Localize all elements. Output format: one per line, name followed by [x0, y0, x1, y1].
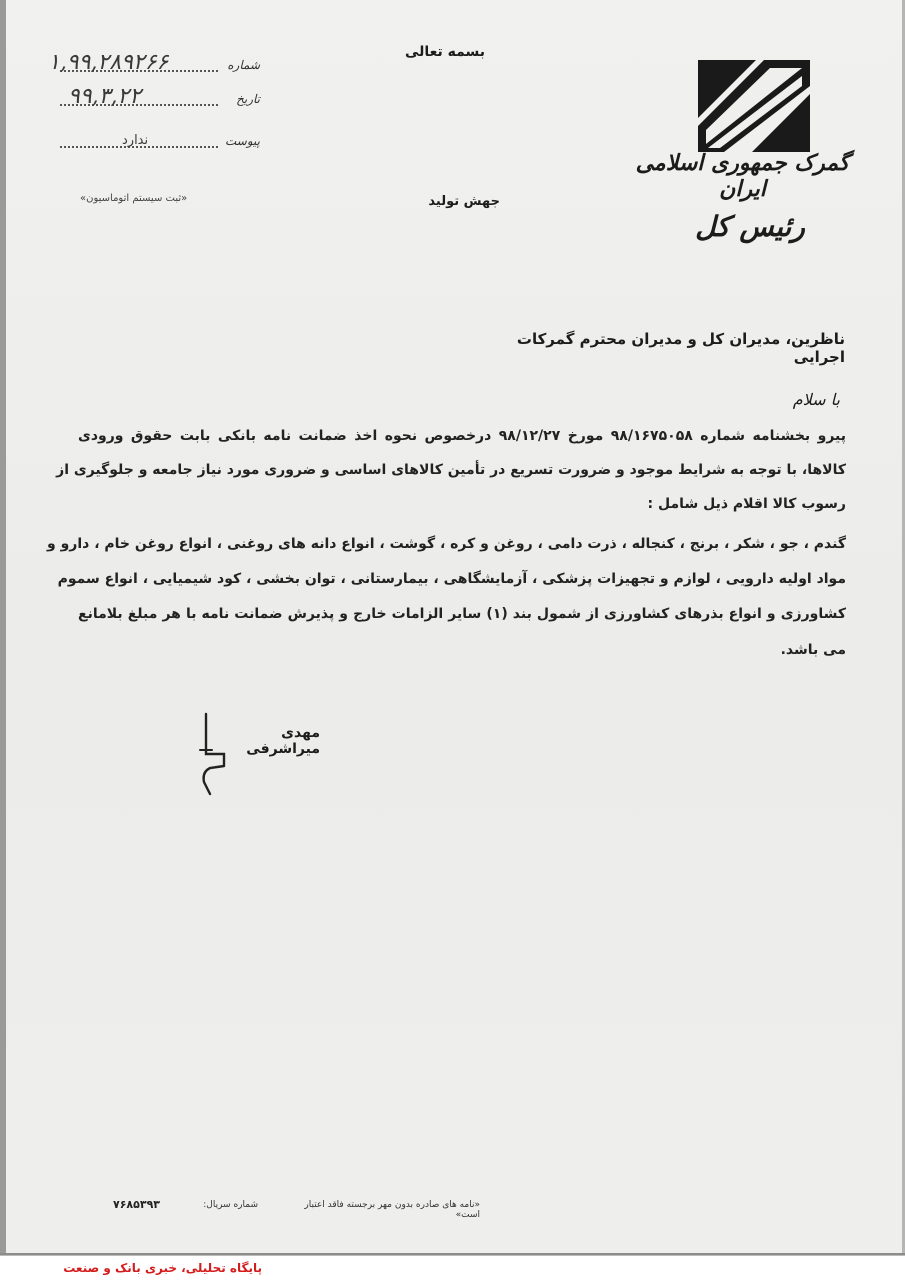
letter-number-row — [40, 52, 260, 82]
customs-logo-icon — [698, 60, 810, 152]
letter-attachment-row — [40, 128, 260, 158]
attachment-label: پیوست — [225, 134, 260, 148]
footer-note: «نامه های صادره بدون مهر برجسته فاقد اعتبار است» — [304, 1200, 480, 1220]
body-line: پیرو بخشنامه شماره ۹۸/۱۶۷۵۰۵۸ مورخ ۹۸/۱۲/۲۷ درخصوص نحوه اخذ ضمانت نامه بانکی بابت حقوق ورودی — [78, 428, 847, 444]
date-label: تاریخ — [236, 92, 260, 106]
letter-addressee: ناظرین، مدیران کل و مدیران محترم گمرکات اجرایی — [516, 330, 845, 366]
letter-date-row — [40, 86, 260, 116]
bismillah-heading: بسمه تعالی — [404, 44, 486, 60]
source-watermark: پایگاه تحلیلی، خبری بانک و صنعت — [63, 1261, 262, 1275]
signer-name: مهدی میراشرفی — [246, 725, 320, 757]
handwritten-signature-icon — [196, 710, 232, 800]
receiver-label: جهش تولید — [428, 194, 500, 209]
system-note: «ثبت سیستم اتوماسیون» — [80, 193, 188, 204]
organization-name: گمرک جمهوری اسلامی ایران — [635, 150, 850, 202]
body-line: می باشد. — [780, 642, 846, 658]
scan-edge-left — [0, 0, 6, 1255]
serial-label: شماره سریال: — [203, 1200, 258, 1210]
body-line: کالاها، با توجه به شرایط موجود و ضرورت تسریع در تأمین کالاهای اساسی و ضروری مورد نیاز جامعه و جلوگیری از — [56, 462, 846, 478]
body-line: کشاورزی و انواع بذرهای کشاورزی از شمول بند (۱) سایر الزامات خارج و پذیرش ضمانت نامه با هر مبلغ بلامانع — [78, 606, 847, 622]
body-line: گندم ، جو ، شکر ، برنج ، کنجاله ، ذرت دامی ، روغن و کره ، گوشت ، انواع دانه های روغنی ، انواع روغن خام ، دارو و — [47, 536, 846, 552]
body-line: مواد اولیه دارویی ، لوازم و تجهیزات پزشکی ، آزمایشگاهی ، بیمارستانی ، توان بخشی ، کود شیمیایی ، انواع سموم — [57, 571, 846, 587]
organization-title: رئیس کل — [695, 210, 805, 243]
number-label: شماره — [227, 58, 260, 72]
number-value: ۱,۹۹,۲۸۹۲۶۶ — [48, 50, 169, 75]
letter-salutation: با سلام — [792, 390, 840, 409]
attachment-value: ندارد — [122, 133, 149, 148]
body-line: رسوب کالا اقلام ذیل شامل : — [647, 496, 846, 512]
date-value: ۹۹,۳,۲۲ — [68, 84, 142, 109]
serial-value: ۷۶۸۵۳۹۳ — [113, 1198, 160, 1211]
